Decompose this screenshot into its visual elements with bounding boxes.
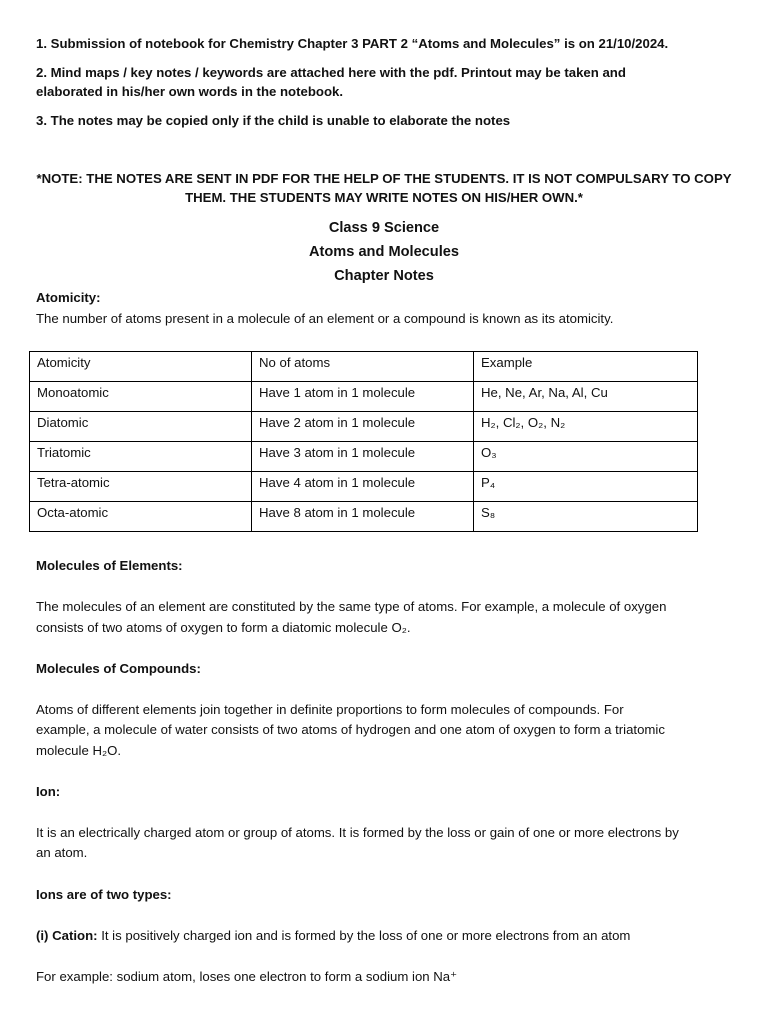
atomicity-cell: Diatomic xyxy=(30,412,252,442)
ion-line-1: It is an electrically charged atom or group of atoms. It is formed by the loss or gain of one or more electrons by xyxy=(36,825,679,840)
atomicity-heading: Atomicity: xyxy=(36,290,101,305)
table-row xyxy=(30,412,698,442)
example-cell: He, Ne, Ar, Na, Al, Cu xyxy=(474,382,698,412)
instruction-1: 1. Submission of notebook for Chemistry Chapter 3 PART 2 “Atoms and Molecules” is on 21/10/2024. xyxy=(36,36,669,51)
atomicity-cell: Triatomic xyxy=(30,442,252,472)
cation-text: It is positively charged ion and is formed by the loss of one or more electrons from an atom xyxy=(97,928,631,943)
cation-definition xyxy=(36,926,736,946)
note-line-2: THEM. THE STUDENTS MAY WRITE NOTES ON HIS/HER OWN.* xyxy=(185,190,583,205)
compounds-line-1: Atoms of different elements join together in definite proportions to form molecules of compounds. For xyxy=(36,702,624,717)
cation-label: (i) Cation: xyxy=(36,928,98,943)
atoms-cell: Have 3 atom in 1 molecule xyxy=(252,442,474,472)
class-title: Class 9 Science xyxy=(328,220,440,236)
example-cell: P₄ xyxy=(474,472,698,502)
atoms-cell: Have 1 atom in 1 molecule xyxy=(252,382,474,412)
table-row xyxy=(30,472,698,502)
ion-line-2: an atom. xyxy=(36,845,88,860)
table-row xyxy=(30,502,698,532)
header-cell: Example xyxy=(474,352,698,382)
compounds-line-2: example, a molecule of water consists of two atoms of hydrogen and one atom of oxygen to form a triatomic xyxy=(36,722,665,737)
elements-line-2: consists of two atoms of oxygen to form a diatomic molecule O₂. xyxy=(36,620,411,635)
atomicity-cell: Octa-atomic xyxy=(30,502,252,532)
elements-heading: Molecules of Elements: xyxy=(36,558,183,573)
atomicity-definition: The number of atoms present in a molecule of an element or a compound is known as its atomicity. xyxy=(36,311,614,326)
atomicity-cell: Tetra-atomic xyxy=(30,472,252,502)
ion-heading: Ion: xyxy=(36,784,61,799)
ion-types-heading: Ions are of two types: xyxy=(36,887,172,902)
table-header-row xyxy=(30,352,698,382)
atoms-cell: Have 8 atom in 1 molecule xyxy=(252,502,474,532)
instruction-2-cont: elaborated in his/her own words in the notebook. xyxy=(36,84,344,99)
table-row xyxy=(30,442,698,472)
compounds-heading: Molecules of Compounds: xyxy=(36,661,201,676)
atoms-cell: Have 2 atom in 1 molecule xyxy=(252,412,474,442)
cation-example: For example: sodium atom, loses one electron to form a sodium ion Na⁺ xyxy=(36,969,458,984)
table-row xyxy=(30,382,698,412)
instruction-2: 2. Mind maps / key notes / keywords are attached here with the pdf. Printout may be taken and xyxy=(36,65,626,80)
atoms-cell: Have 4 atom in 1 molecule xyxy=(252,472,474,502)
instruction-3: 3. The notes may be copied only if the child is unable to elaborate the notes xyxy=(36,113,511,128)
header-cell: No of atoms xyxy=(252,352,474,382)
example-cell: S₈ xyxy=(474,502,698,532)
example-cell: O₃ xyxy=(474,442,698,472)
note-line-1: *NOTE: THE NOTES ARE SENT IN PDF FOR THE HELP OF THE STUDENTS. IT IS NOT COMPULSARY TO COPY xyxy=(36,171,732,186)
compounds-line-3: molecule H₂O. xyxy=(36,743,122,758)
header-cell: Atomicity xyxy=(30,352,252,382)
example-cell: H₂, Cl₂, O₂, N₂ xyxy=(474,412,698,442)
atomicity-cell: Monoatomic xyxy=(30,382,252,412)
elements-line-1: The molecules of an element are constituted by the same type of atoms. For example, a molecule of oxygen xyxy=(36,599,667,614)
chapter-title: Atoms and Molecules xyxy=(308,244,460,260)
notes-title: Chapter Notes xyxy=(334,268,434,284)
atomicity-table xyxy=(29,351,698,532)
